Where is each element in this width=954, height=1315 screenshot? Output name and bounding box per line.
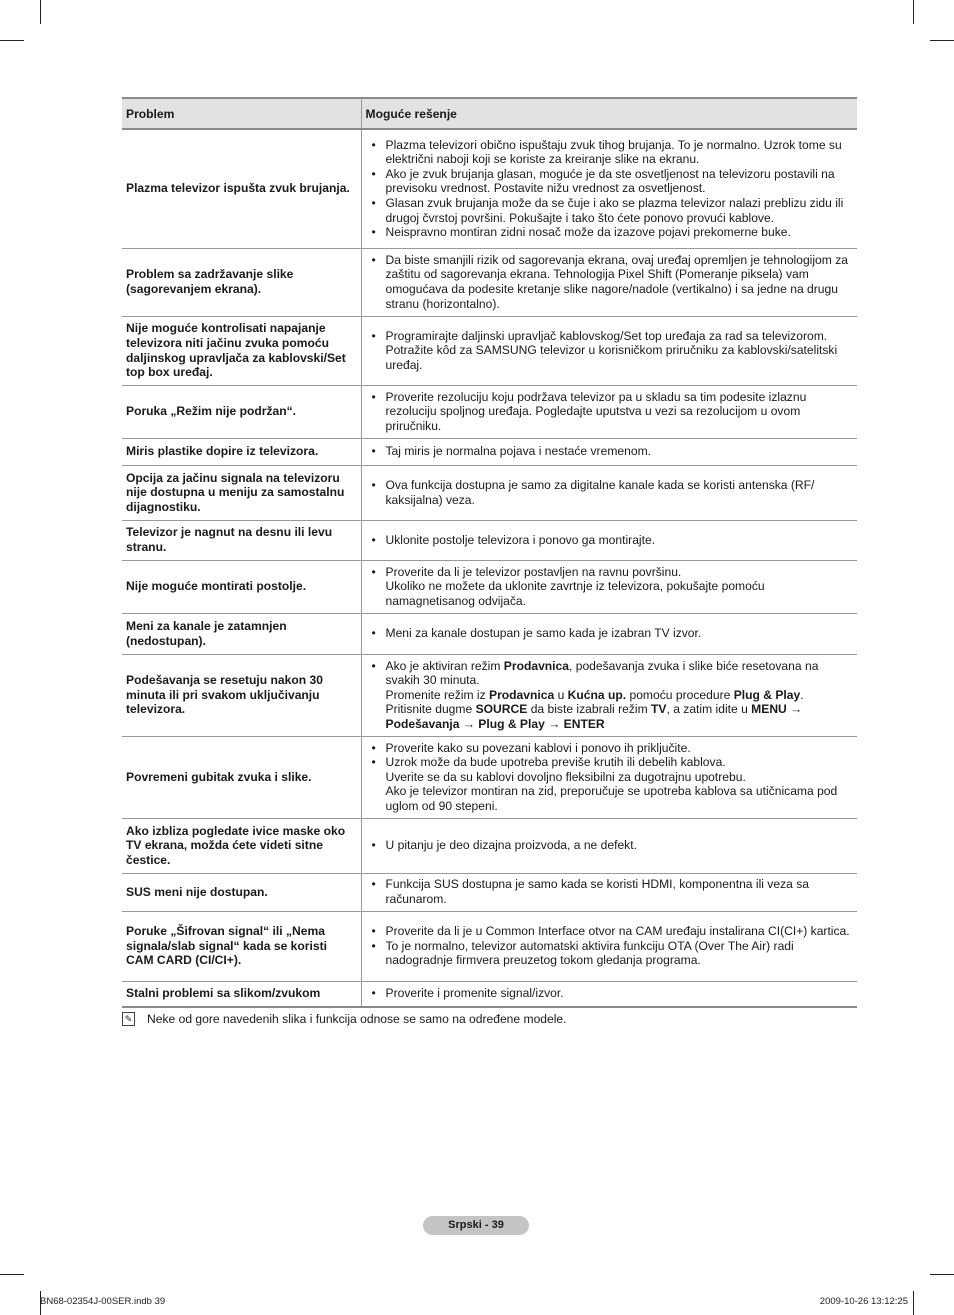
note-text: Neke od gore navedenih slika i funkcija odnose se samo na određene modele. <box>147 1012 567 1026</box>
solution-item <box>372 253 852 311</box>
table-row <box>122 316 857 385</box>
solution-list <box>372 444 852 459</box>
solution-list <box>372 253 852 311</box>
problem-cell: Poruke „Šifrovan signal“ ili „Nema signala/slab signal“ kada se koristi CAM CARD (CI/CI+). <box>122 911 361 981</box>
solution-line: • Neispravno montiran zidni nosač može da izazove pojavi prekomerne buke. <box>385 225 791 240</box>
solution-cell <box>361 129 857 248</box>
solution-list <box>372 741 852 814</box>
solution-item <box>372 626 852 641</box>
solution-line: • Ako je zvuk brujanja glasan, moguće je da ste osvetljenost na televizoru postavili na previsoku vrednost. Postavite nižu vrednost za osvetljenost. <box>385 166 835 196</box>
footer-timestamp: 2009-10-26 13:12:25 <box>819 1296 908 1307</box>
solution-line: • Ova funkcija dostupna je samo za digitalne kanale kada se koristi antenska (RF/ kaksijalna) veza. <box>385 477 815 507</box>
solution-cell <box>361 520 857 560</box>
note-icon: ✎ <box>122 1012 135 1026</box>
solution-line: • To je normalno, televizor automatski aktivira funkciju OTA (Over The Air) radi nadogradnje firmvera preuzetog tokom gledanja programa. <box>385 938 794 968</box>
troubleshooting-table <box>122 97 857 1008</box>
solution-cell <box>361 248 857 316</box>
problem-cell: Povremeni gubitak zvuka i slike. <box>122 736 361 818</box>
table-row <box>122 465 857 520</box>
table-row <box>122 248 857 316</box>
solution-item <box>372 939 852 968</box>
solution-list <box>372 138 852 240</box>
solution-cell <box>361 560 857 613</box>
solution-line: Uverite se da su kablovi dovoljno fleksibilni za dugotrajnu upotrebu. <box>385 769 746 784</box>
problem-cell: Meni za kanale je zatamnjen (nedostupan). <box>122 613 361 654</box>
problem-cell: Plazma televizor ispušta zvuk brujanja. <box>122 129 361 248</box>
solution-cell <box>361 911 857 981</box>
solution-item <box>372 741 852 756</box>
solution-list <box>372 565 852 609</box>
crop-mark <box>40 0 41 24</box>
solution-item <box>372 877 852 906</box>
solution-cell <box>361 818 857 873</box>
solution-cell <box>361 981 857 1007</box>
solution-cell <box>361 654 857 736</box>
solution-item <box>372 196 852 225</box>
solution-line: • Programirajte daljinski upravljač kablovskog/Set top uređaja za rad sa televizorom. Potražite kôd za SAMSUNG televizor u korisničkom priručniku za kablovski/satelitski uređaj. <box>385 328 838 372</box>
solution-item <box>372 444 852 459</box>
solution-item <box>372 659 852 732</box>
solution-line: • Proverite rezoluciju koju podržava televizor pa u skladu sa tim podesite izlaznu rezoluciju spoljnog uređaja. Pogledajte uputstva u vezi sa rezolucijom u ovom priručniku. <box>385 389 807 433</box>
table-body <box>122 129 857 1007</box>
solution-line: • Uklonite postolje televizora i ponovo ga montirajte. <box>385 532 656 547</box>
solution-line: • Ako je aktiviran režim Prodavnica, podešavanja zvuka i slike biće resetovana na svakih 30 minuta. <box>385 658 819 688</box>
solution-list <box>372 390 852 434</box>
crop-mark <box>913 0 914 24</box>
solution-line: • Proverite i promenite signal/izvor. <box>385 986 564 1001</box>
solution-cell <box>361 736 857 818</box>
solution-cell <box>361 613 857 654</box>
column-header-problem: Problem <box>122 98 361 129</box>
solution-item <box>372 565 852 609</box>
crop-mark <box>913 1291 914 1315</box>
solution-list <box>372 838 852 853</box>
solution-item <box>372 533 852 548</box>
problem-cell: Nije moguće kontrolisati napajanje televizora niti jačinu zvuka pomoću daljinskog upravljača za kablovski/Set top box uređaj. <box>122 316 361 385</box>
solution-line: • Proverite da li je u Common Interface otvor na CAM uređaju instalirana CI(CI+) kartica. <box>385 924 850 939</box>
solution-list <box>372 478 852 507</box>
solution-line: • Glasan zvuk brujanja može da se čuje i ako se plazma televizor nalazi preblizu zidu ili drugoj čvrstoj površini. Pokušajte i tako što ćete ponovo provući kablove. <box>385 196 844 225</box>
solution-line: Promenite režim iz Prodavnica u Kućna up. pomoću procedure Plug & Play. <box>385 687 804 702</box>
table-row <box>122 613 857 654</box>
table-row <box>122 129 857 248</box>
table-row <box>122 438 857 465</box>
solution-list <box>372 626 852 641</box>
table-row <box>122 911 857 981</box>
solution-list <box>372 877 852 906</box>
solution-item <box>372 924 852 939</box>
crop-mark <box>0 1274 24 1275</box>
solution-list <box>372 924 852 968</box>
solution-item <box>372 755 852 813</box>
crop-mark <box>930 1274 954 1275</box>
solution-cell <box>361 316 857 385</box>
problem-cell: Miris plastike dopire iz televizora. <box>122 438 361 465</box>
solution-item <box>372 138 852 167</box>
crop-mark <box>930 40 954 41</box>
solution-item <box>372 986 852 1001</box>
problem-cell: Nije moguće montirati postolje. <box>122 560 361 613</box>
problem-cell: Ako izbliza pogledate ivice maske oko TV ekrana, možda ćete videti sitne čestice. <box>122 818 361 873</box>
table-row <box>122 560 857 613</box>
solution-item <box>372 390 852 434</box>
solution-cell <box>361 438 857 465</box>
solution-line: • Proverite kako su povezani kablovi i ponovo ih priključite. <box>385 740 691 755</box>
problem-cell: Problem sa zadržavanje slike (sagorevanjem ekrana). <box>122 248 361 316</box>
problem-cell: Televizor je nagnut na desnu ili levu stranu. <box>122 520 361 560</box>
solution-line: Ukoliko ne možete da uklonite zavrtnje iz televizora, pokušajte pomoću namagnetisanog odvijača. <box>385 579 765 608</box>
table-row <box>122 873 857 911</box>
solution-line: • Plazma televizori obično ispuštaju zvuk tihog brujanja. To je normalno. Uzrok tome su električni naboji koji se koriste za kreiranje slike na ekranu. <box>385 137 842 167</box>
table-row <box>122 385 857 438</box>
solution-line: Pritisnite dugme SOURCE da biste izabrali režim TV, a zatim idite u MENU → Podešavanja → Plug & Play → ENTER <box>385 702 803 731</box>
solution-item <box>372 329 852 373</box>
solution-item <box>372 167 852 196</box>
footer-file-name: BN68-02354J-00SER.indb 39 <box>40 1296 166 1307</box>
solution-cell <box>361 465 857 520</box>
solution-list <box>372 533 852 548</box>
solution-line: • Funkcija SUS dostupna je samo kada se koristi HDMI, komponentna ili veza sa računarom. <box>385 877 809 906</box>
table-row <box>122 736 857 818</box>
solution-line: • Da biste smanjili rizik od sagorevanja ekrana, ovaj uređaj opremljen je tehnologijom za zaštitu od sagorevanja ekrana. Tehnologija Pixel Shift (Pomeranje piksela) vam omogućava da podesite kretanje slike nagore/nadole (vertikalno) i sa jedne na drugu stranu (horizontalno). <box>385 252 848 311</box>
solution-item <box>372 838 852 853</box>
solution-cell <box>361 385 857 438</box>
solution-list <box>372 329 852 373</box>
table-header-row <box>122 98 857 129</box>
solution-item <box>372 225 852 240</box>
solution-line: • U pitanju je deo dizajna proizvoda, a ne defekt. <box>385 838 637 853</box>
problem-cell: Stalni problemi sa slikom/zvukom <box>122 981 361 1007</box>
solution-line: Ako je televizor montiran na zid, preporučuje se upotreba kablova sa utičnicama pod uglom od 90 stepeni. <box>385 784 838 813</box>
table-row <box>122 654 857 736</box>
solution-item <box>372 478 852 507</box>
note <box>122 1012 567 1026</box>
crop-mark <box>0 40 24 41</box>
solution-cell <box>361 873 857 911</box>
solution-list <box>372 986 852 1001</box>
problem-cell: Opcija za jačinu signala na televizoru nije dostupna u meniju za samostalnu dijagnostiku. <box>122 465 361 520</box>
solution-line: • Uzrok može da bude upotreba previše krutih ili debelih kablova. <box>385 755 726 770</box>
page-number: Srpski - 39 <box>423 1216 529 1235</box>
table-row <box>122 981 857 1007</box>
problem-cell: Poruka „Režim nije podržan“. <box>122 385 361 438</box>
column-header-solution: Moguće rešenje <box>361 98 857 129</box>
solution-line: • Proverite da li je televizor postavljen na ravnu površinu. <box>385 564 682 579</box>
solution-line: • Taj miris je normalna pojava i nestaće vremenom. <box>385 444 652 459</box>
solution-list <box>372 659 852 732</box>
table-row <box>122 520 857 560</box>
table-row <box>122 818 857 873</box>
problem-cell: Podešavanja se resetuju nakon 30 minuta ili pri svakom uključivanju televizora. <box>122 654 361 736</box>
solution-line: • Meni za kanale dostupan je samo kada je izabran TV izvor. <box>385 626 702 641</box>
problem-cell: SUS meni nije dostupan. <box>122 873 361 911</box>
